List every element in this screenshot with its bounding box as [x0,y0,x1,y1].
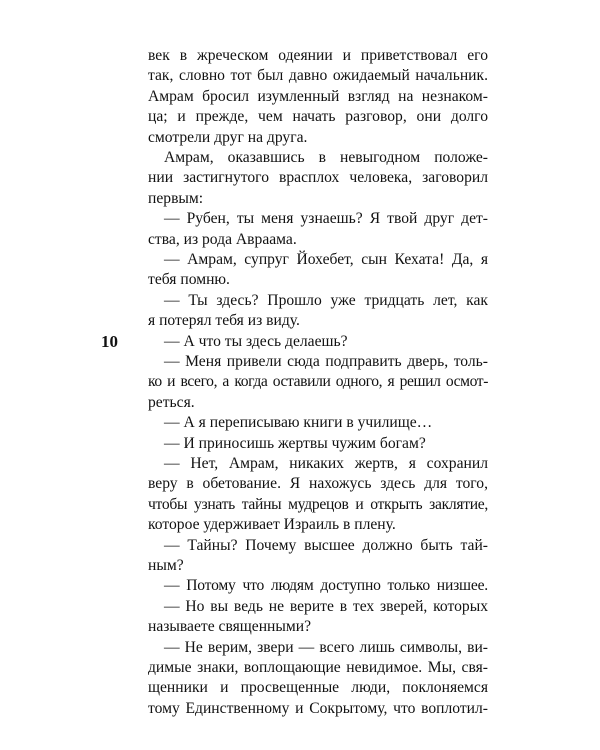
text-line: щенники и просвещенные люди, поклоняемся [148,679,488,697]
text-line: чтобы узнать тайны мудрецов и открыть заклятие, [148,495,488,513]
text-line: ства, из рода Авраама. [148,230,297,248]
dialogue-line: — Амрам, супруг Йохебет, сын Кехата! Да, я [164,251,488,268]
text-line: Амрам бросил изумленный взгляд на незнаком- [148,87,488,105]
text-line: ным? [148,557,184,574]
text-line: веру в обетование. Я нахожусь здесь для того, [148,475,488,493]
dialogue-line: — А я переписываю книги в училище… [164,414,433,432]
text-line: век в жреческом одеянии и приветствовал его [148,47,488,64]
dialogue-line: — Ты здесь? Прошло уже тридцать лет, как [164,291,488,309]
text-line: тому Единственному и Сокрытому, что воплотил- [148,699,488,717]
dialogue-line: — А что ты здесь делаешь? [164,332,348,350]
dialogue-line: — Рубен, ты меня узнаешь? Я твой друг дет- [164,210,488,228]
text-line: смотрели друг на друга. [148,128,308,146]
dialogue-line: — Не верим, звери — всего лишь символы, ви- [164,638,488,656]
text-line: первым: [148,189,204,207]
dialogue-line: — Меня привели сюда подправить дверь, толь- [164,353,488,370]
dialogue-line: — Нет, Амрам, никаких жертв, я сохранил [164,455,488,472]
dialogue-line: — Но вы ведь не верите в тех зверей, которых [164,597,488,615]
text-line: нии застигнутого врасплох человека, заговорил [148,169,488,187]
text-line: я потерял тебя из виду. [148,312,300,330]
text-line: димые знаки, воплощающие невидимое. Мы, свя- [148,659,488,676]
text-line: реться. [148,393,195,411]
dialogue-line: — И приносишь жертвы чужим богам? [164,434,426,452]
text-line: ко и всего, а когда оставили одного, я решил осмот- [148,373,488,391]
text-line: Амрам, оказавшись в невыгодном положе- [164,149,488,166]
dialogue-line: — Тайны? Почему высшее должно быть тай- [164,536,488,554]
line-number: 10 [101,331,118,351]
text-line: которое удерживает Израиль в плену. [148,516,396,534]
text-line: тебя помню. [148,271,230,289]
text-line: называете священными? [148,618,312,636]
text-line: так, словно тот был давно ожидаемый начальник. [148,67,488,85]
text-line: ца; и прежде, чем начать разговор, они долго [148,108,488,126]
dialogue-line: — Потому что людям доступно только низшее. [164,577,488,595]
